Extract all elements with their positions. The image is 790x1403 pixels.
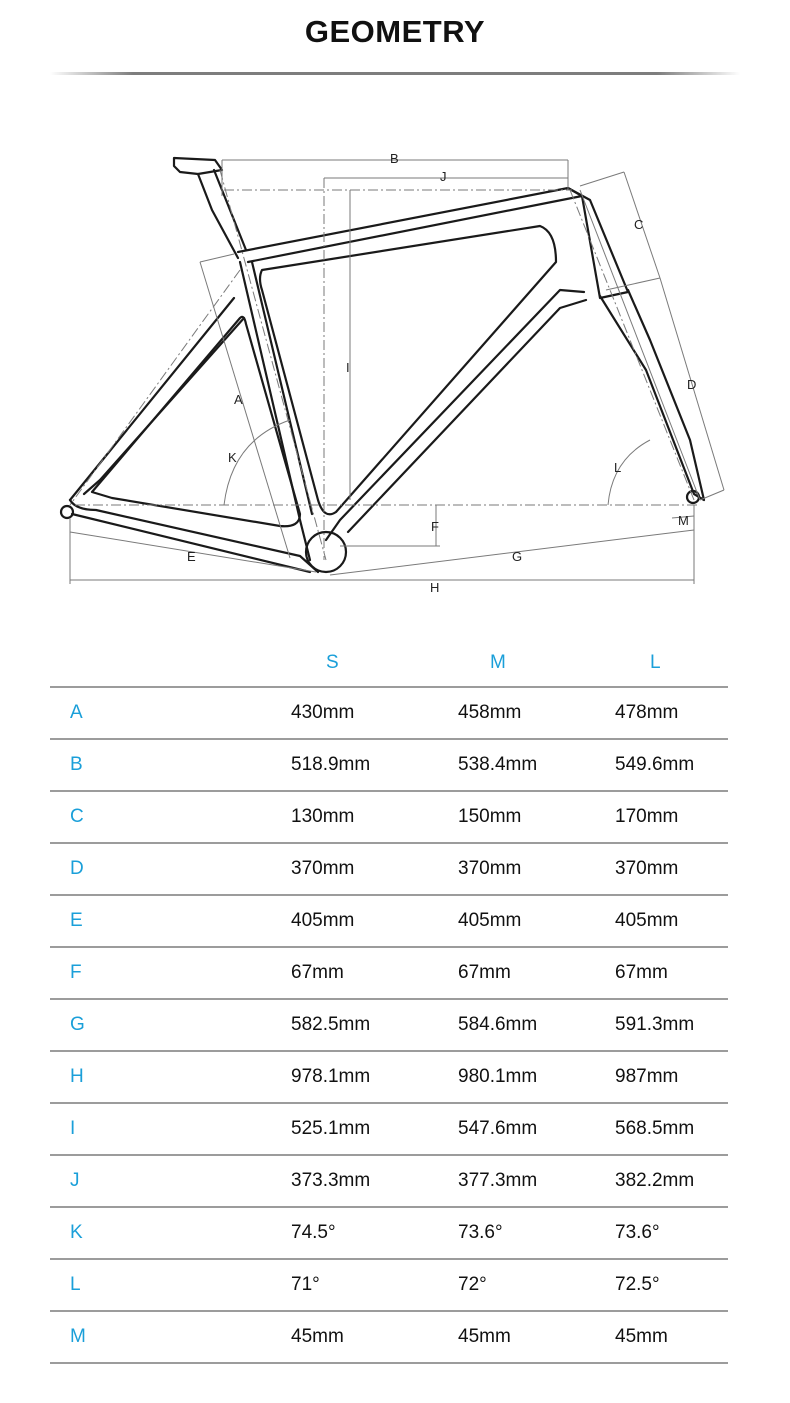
value-s: 67mm — [291, 947, 458, 999]
value-m: 980.1mm — [458, 1051, 615, 1103]
value-m: 458mm — [458, 687, 615, 739]
value-l: 591.3mm — [615, 999, 728, 1051]
row-label: E — [50, 895, 291, 947]
value-s: 582.5mm — [291, 999, 458, 1051]
diagram-label-d: D — [687, 377, 697, 392]
row-label: K — [50, 1207, 291, 1259]
value-l: 170mm — [615, 791, 728, 843]
value-s: 373.3mm — [291, 1155, 458, 1207]
value-m: 370mm — [458, 843, 615, 895]
header-size-m: M — [458, 640, 615, 687]
frame-geometry-diagram — [0, 130, 790, 600]
diagram-label-k: K — [228, 450, 237, 465]
value-s: 370mm — [291, 843, 458, 895]
value-s: 978.1mm — [291, 1051, 458, 1103]
header-size-l: L — [615, 640, 728, 687]
value-l: 987mm — [615, 1051, 728, 1103]
value-m: 67mm — [458, 947, 615, 999]
value-l: 405mm — [615, 895, 728, 947]
value-m: 73.6° — [458, 1207, 615, 1259]
value-m: 150mm — [458, 791, 615, 843]
seat-tube — [240, 262, 312, 560]
value-s: 71° — [291, 1259, 458, 1311]
header-size-s: S — [291, 640, 458, 687]
table-row — [50, 739, 728, 791]
table-row — [50, 1207, 728, 1259]
diagram-label-b: B — [390, 151, 399, 166]
row-label: G — [50, 999, 291, 1051]
value-s: 430mm — [291, 687, 458, 739]
row-label: C — [50, 791, 291, 843]
row-label: J — [50, 1155, 291, 1207]
bottom-bracket — [306, 532, 346, 572]
value-l: 382.2mm — [615, 1155, 728, 1207]
page-title: GEOMETRY — [304, 14, 486, 49]
value-s: 518.9mm — [291, 739, 458, 791]
diagram-label-f: F — [431, 519, 439, 534]
top-tube — [238, 188, 582, 262]
value-l: 370mm — [615, 843, 728, 895]
value-s: 45mm — [291, 1311, 458, 1363]
table-row — [50, 947, 728, 999]
value-s: 130mm — [291, 791, 458, 843]
table-row — [50, 1051, 728, 1103]
table-row — [50, 1259, 728, 1311]
table-row — [50, 1155, 728, 1207]
table-row — [50, 843, 728, 895]
value-l: 72.5° — [615, 1259, 728, 1311]
value-m: 45mm — [458, 1311, 615, 1363]
table-row — [50, 1103, 728, 1155]
row-label: I — [50, 1103, 291, 1155]
diagram-label-a: A — [234, 392, 243, 407]
row-label: F — [50, 947, 291, 999]
value-s: 405mm — [291, 895, 458, 947]
row-label: H — [50, 1051, 291, 1103]
front-triangle-window — [260, 226, 556, 514]
diagram-label-h: H — [430, 580, 440, 595]
value-m: 405mm — [458, 895, 615, 947]
table-row — [50, 895, 728, 947]
row-label: M — [50, 1311, 291, 1363]
value-s: 525.1mm — [291, 1103, 458, 1155]
head-tube — [568, 188, 628, 298]
diagram-label-g: G — [512, 549, 523, 564]
header-blank — [50, 640, 291, 687]
value-l: 568.5mm — [615, 1103, 728, 1155]
row-label: L — [50, 1259, 291, 1311]
title-divider — [50, 72, 740, 75]
diagram-label-l: L — [614, 460, 622, 475]
value-s: 74.5° — [291, 1207, 458, 1259]
value-l: 549.6mm — [615, 739, 728, 791]
diagram-label-i: I — [346, 360, 350, 375]
table-row — [50, 999, 728, 1051]
geometry-table — [50, 640, 728, 1364]
diagram-label-e: E — [187, 549, 196, 564]
diagram-label-c: C — [634, 217, 644, 232]
seat-stay — [70, 298, 244, 500]
rear-dropout — [61, 506, 73, 518]
value-m: 377.3mm — [458, 1155, 615, 1207]
value-m: 547.6mm — [458, 1103, 615, 1155]
value-l: 45mm — [615, 1311, 728, 1363]
table-row — [50, 687, 728, 739]
row-label: A — [50, 687, 291, 739]
diagram-label-m: M — [678, 513, 689, 528]
value-m: 72° — [458, 1259, 615, 1311]
table-header-row — [50, 640, 728, 687]
down-tube — [326, 290, 586, 540]
value-l: 67mm — [615, 947, 728, 999]
value-l: 73.6° — [615, 1207, 728, 1259]
table-row — [50, 791, 728, 843]
value-l: 478mm — [615, 687, 728, 739]
diagram-label-j: J — [440, 169, 447, 184]
row-label: D — [50, 843, 291, 895]
table-row — [50, 1311, 728, 1363]
row-label: B — [50, 739, 291, 791]
value-m: 584.6mm — [458, 999, 615, 1051]
value-m: 538.4mm — [458, 739, 615, 791]
